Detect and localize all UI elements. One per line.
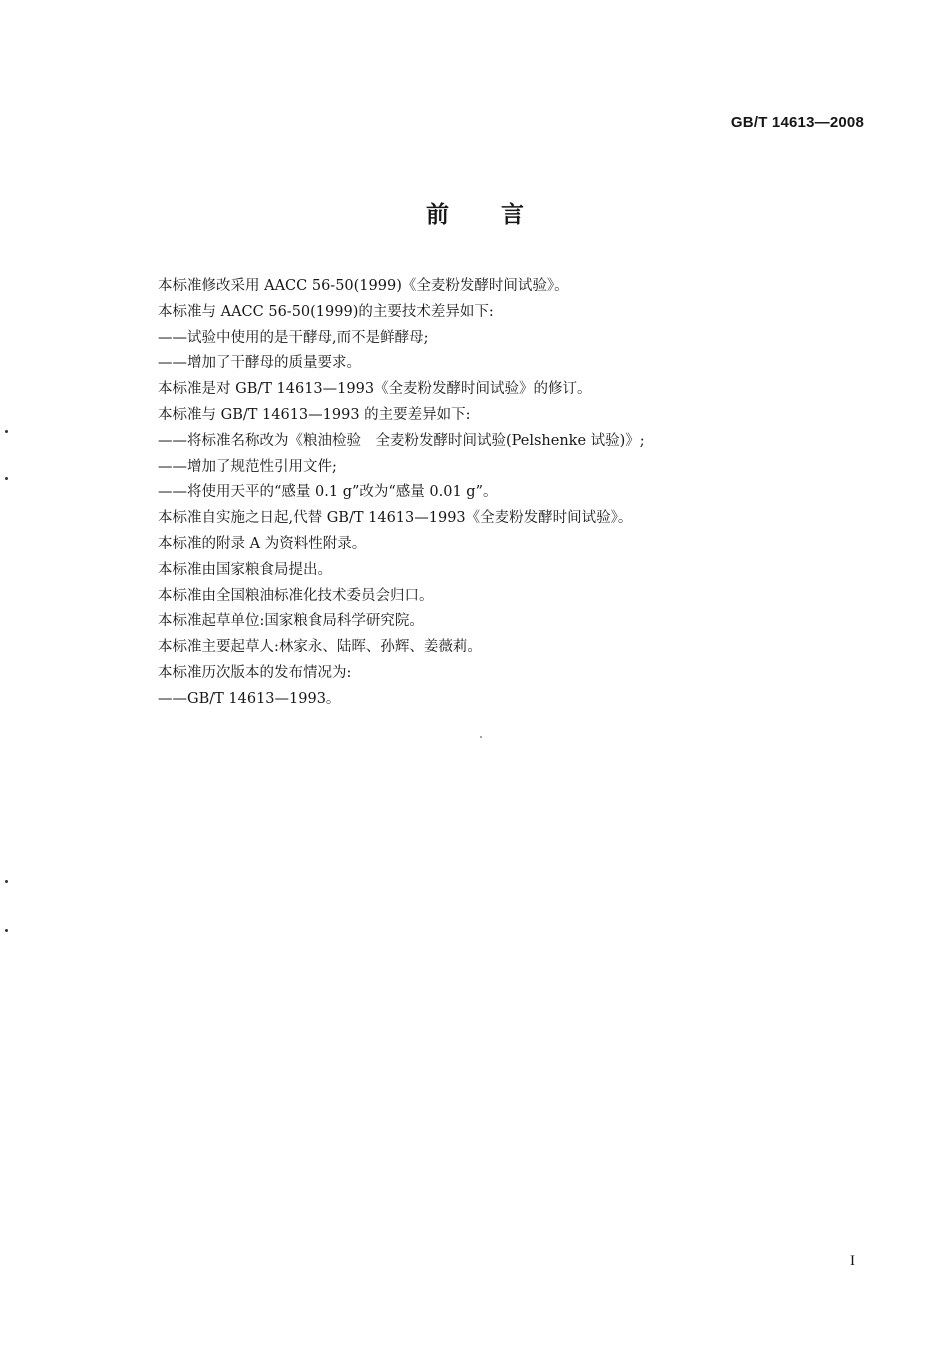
list-item: ——将标准名称改为《粮油检验 全麦粉发酵时间试验(Pelshenke 试验)》; (158, 432, 645, 449)
foreword-body (158, 274, 878, 713)
list-item: ——将使用天平的“感量 0.1 g”改为“感量 0.01 g”。 (158, 484, 498, 501)
list-item: ——增加了规范性引用文件; (158, 458, 337, 475)
standard-code: GB/T 14613—2008 (730, 114, 864, 131)
scan-speck (5, 430, 8, 433)
paragraph-line: 本标准主要起草人:林家永、陆晖、孙辉、姜薇莉。 (158, 639, 482, 656)
page-number: I (850, 1253, 855, 1269)
scan-speck (5, 477, 8, 480)
paragraph-line: 本标准与 AACC 56-50(1999)的主要技术差异如下: (158, 303, 494, 320)
paragraph-line: 本标准由全国粮油标准化技术委员会归口。 (158, 587, 434, 604)
paragraph-line: 本标准的附录 A 为资料性附录。 (158, 535, 367, 552)
page-title: 前言 (426, 202, 576, 228)
paragraph-line: 本标准修改采用 AACC 56-50(1999)《全麦粉发酵时间试验》。 (158, 278, 569, 294)
scan-speck (480, 736, 482, 738)
paragraph-line: 本标准历次版本的发布情况为: (158, 664, 352, 681)
paragraph-line: 本标准与 GB/T 14613—1993 的主要差异如下: (158, 406, 471, 423)
list-item: ——试验中使用的是干酵母,而不是鲜酵母; (158, 329, 429, 346)
paragraph-line: 本标准由国家粮食局提出。 (158, 561, 332, 578)
paragraph-line: 本标准是对 GB/T 14613—1993《全麦粉发酵时间试验》的修订。 (158, 381, 592, 398)
scan-speck (5, 929, 8, 932)
scan-speck (5, 880, 8, 883)
list-item: ——GB/T 14613—1993。 (158, 690, 341, 707)
paragraph-line: 本标准自实施之日起,代替 GB/T 14613—1993《全麦粉发酵时间试验》。 (158, 510, 633, 527)
paragraph-line: 本标准起草单位:国家粮食局科学研究院。 (158, 613, 424, 630)
list-item: ——增加了干酵母的质量要求。 (158, 355, 361, 372)
